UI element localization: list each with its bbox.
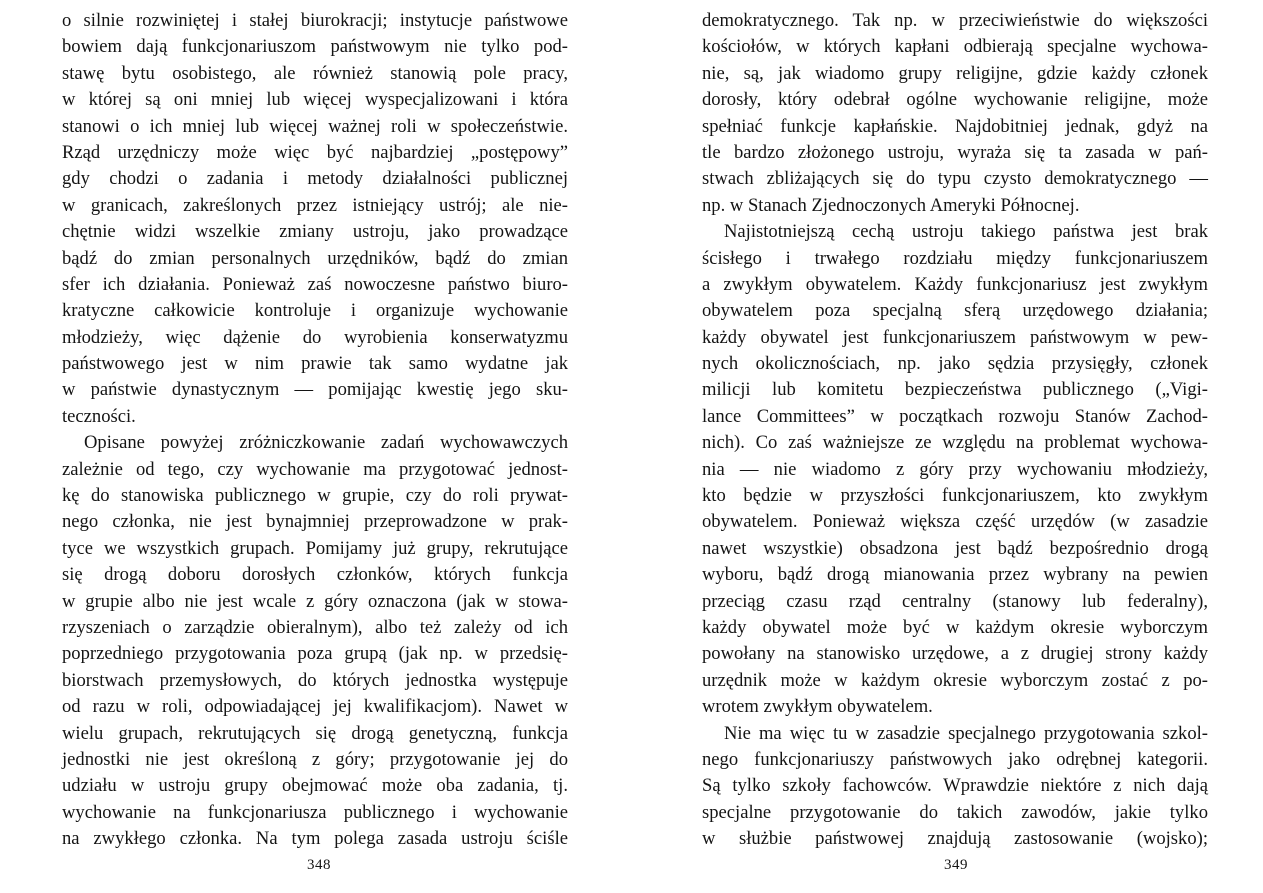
text-line: urzędnik może w każdym okresie wyborczym zostać z po- [702, 669, 1208, 691]
text-line: Nie ma więc tu w zasadzie specjalnego przygotowania szkol- [724, 722, 1208, 744]
text-line: Są tylko szkoły fachowców. Wprawdzie niektóre z nich dają [702, 775, 1208, 797]
text-line: tle bardzo złożonego ustroju, wyraża się ta zasada w pań- [702, 141, 1208, 163]
left-page [0, 0, 631, 893]
text-line: powołany na stanowisko urzędowe, a z drugiej strony każdy [702, 643, 1208, 665]
text-line: wyboru, bądź drogą mianowania przez wybrany na pewien [702, 564, 1208, 586]
text-line: państwowego jest w nim prawie tak samo wydatne jak [62, 353, 568, 375]
right-page [632, 0, 1263, 893]
text-line: kto będzie w przyszłości funkcjonariuszem, kto zwykłym [702, 485, 1208, 507]
text-line: Rząd urzędniczy może więc być najbardziej „postępowy” [62, 141, 568, 163]
text-line: nich). Co zaś ważniejsze ze względu na problemat wychowa- [702, 432, 1208, 454]
page-number: 348 [307, 857, 331, 873]
text-line: dorosły, który odebrał ogólne wychowanie religijne, może [702, 89, 1208, 111]
text-line: nych okolicznościach, np. jako sędzia przysięgły, członek [702, 353, 1208, 375]
text-line: stwach zbliżających się do typu czysto demokratycznego — [702, 168, 1208, 190]
text-line: w grupie albo nie jest wcale z góry oznaczona (jak w stowa- [62, 590, 568, 612]
text-line: ścisłego i trwałego rozdziału między funkcjonariuszem [702, 247, 1208, 269]
text-line: nego członka, nie jest bynajmniej przeprowadzone w prak- [62, 511, 568, 533]
text-line: obywatelem. Ponieważ większa część urzędów (w zasadzie [702, 511, 1208, 533]
text-line: nego funkcjonariuszy państwowych jako odrębnej kategorii. [702, 748, 1208, 770]
text-line: obywatelem poza specjalną sferą urzędowego działania; [702, 300, 1208, 322]
text-line: rzyszeniach o zarządzie obieralnym), albo też zależy od ich [62, 616, 568, 638]
text-line: tyce we wszystkich grupach. Pomijamy już grupy, rekrutujące [62, 537, 568, 559]
text-line: każdy obywatel może być w każdym okresie wyborczym [702, 616, 1208, 638]
text-line: bądź do zmian personalnych urzędników, bądź do zmian [62, 247, 568, 269]
text-line: w granicach, zakreślonych przez istniejący ustrój; ale nie- [62, 194, 568, 216]
text-line: na zwykłego członka. Na tym polega zasada ustroju ściśle [62, 828, 568, 850]
text-line: milicji lub komitetu bezpieczeństwa publicznego („Vigi- [702, 379, 1208, 401]
text-line: udziału w ustroju grupy obejmować może oba zadania, tj. [62, 775, 568, 797]
text-line: jednostki nie jest określoną z góry; przygotowanie jej do [62, 748, 568, 770]
text-line: kę do stanowiska publicznego w grupie, czy do roli prywat- [62, 485, 568, 507]
text-line: nawet wszystkie) obsadzona jest bądź bezpośrednio drogą [702, 537, 1208, 559]
text-line: Opisane powyżej zróżniczkowanie zadań wychowawczych [84, 432, 568, 454]
text-line: się drogą doboru dorosłych członków, których funkcja [62, 564, 568, 586]
text-line: teczności. [62, 405, 136, 427]
text-line: a zwykłym obywatelem. Każdy funkcjonariusz jest zwykłym [702, 273, 1208, 295]
left-page-text [62, 8, 568, 853]
text-line: gdy chodzi o zadania i metody działalności publicznej [62, 168, 568, 190]
text-line: każdy obywatel jest funkcjonariuszem państwowym w pew- [702, 326, 1208, 348]
text-line: w państwie dynastycznym — pomijając kwestię jego sku- [62, 379, 568, 401]
text-line: przeciąg czasu rząd centralny (stanowy lub federalny), [702, 590, 1208, 612]
text-line: nie, są, jak wiadomo grupy religijne, gdzie każdy członek [702, 62, 1208, 84]
text-line: nia — nie wiadomo z góry przy wychowaniu młodzieży, [702, 458, 1208, 480]
text-line: wielu grupach, rekrutujących się drogą genetyczną, funkcja [62, 722, 568, 744]
text-line: o silnie rozwiniętej i stałej biurokracji; instytucje państwowe [62, 10, 568, 31]
text-line: stanowi o ich mniej lub więcej ważnej roli w społeczeństwie. [62, 115, 568, 137]
text-line: wrotem zwykłym obywatelem. [702, 696, 933, 718]
text-line: wychowanie na funkcjonariusza publicznego i wychowanie [62, 801, 568, 823]
text-line: poprzedniego przygotowania poza grupą (jak np. w przedsię- [62, 643, 568, 665]
text-line: np. w Stanach Zjednoczonych Ameryki Północnej. [702, 194, 1080, 216]
text-line: sfer ich działania. Ponieważ zaś nowoczesne państwo biuro- [62, 273, 568, 295]
text-line: w której są oni mniej lub więcej wyspecjalizowani i która [62, 89, 568, 111]
text-line: Najistotniejszą cechą ustroju takiego państwa jest brak [724, 221, 1208, 243]
text-line: lance Committees” w początkach rozwoju Stanów Zachod- [702, 405, 1208, 427]
text-line: bowiem dają funkcjonariuszom państwowym nie tylko pod- [62, 36, 568, 58]
text-line: biorstwach przemysłowych, do których jednostka występuje [62, 669, 568, 691]
page-number: 349 [944, 857, 968, 873]
text-line: w służbie państwowej znajdują zastosowanie (wojsko); [702, 828, 1208, 850]
text-line: chętnie widzi wszelkie zmiany ustroju, jako prowadzące [62, 221, 568, 243]
text-line: młodzieży, więc dążenie do wyrobienia konserwatyzmu [62, 326, 568, 348]
text-line: specjalne przygotowanie do takich zawodów, jakie tylko [702, 801, 1208, 823]
text-line: kościołów, w których kapłani odbierają specjalne wychowa- [702, 36, 1208, 58]
text-line: demokratycznego. Tak np. w przeciwieństwie do większości [702, 10, 1208, 31]
text-line: od razu w roli, odpowiadającej jej kwalifikacjom). Nawet w [62, 696, 568, 718]
text-line: zależnie od tego, czy wychowanie ma przygotować jednost- [62, 458, 568, 480]
text-line: stawę bytu osobistego, ale również stanowią pole pracy, [62, 62, 568, 84]
right-page-text [702, 8, 1208, 853]
text-line: kratyczne całkowicie kontroluje i organizuje wychowanie [62, 300, 568, 322]
text-line: spełniać funkcje kapłańskie. Najdobitniej jednak, gdyż na [702, 115, 1208, 137]
